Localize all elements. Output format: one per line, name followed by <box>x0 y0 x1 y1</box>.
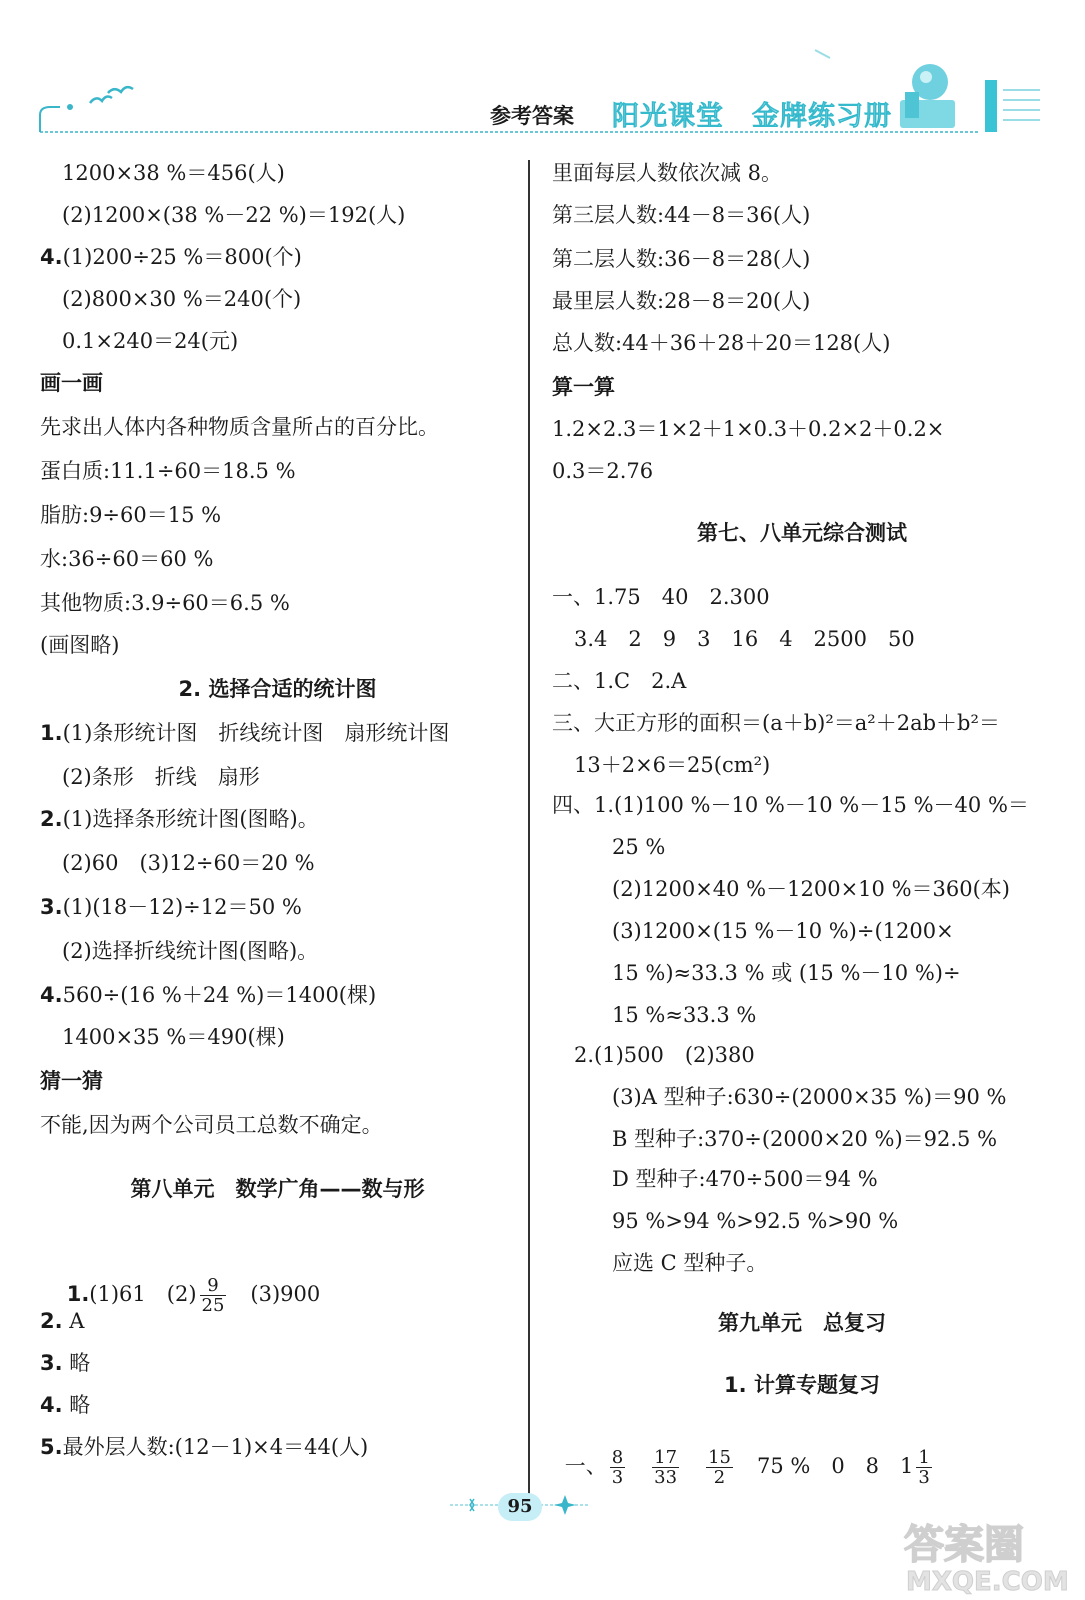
answer-line: (2)1200×(38 %－22 %)＝192(人) <box>62 203 406 227</box>
page-number: 95 <box>498 1493 542 1521</box>
fraction <box>652 1448 679 1487</box>
fraction-numerator: 17 <box>654 1447 678 1468</box>
answer-line: 蛋白质:11.1÷60＝18.5 % <box>40 459 296 483</box>
answer-text: (1)(18－12)÷12＝50 % <box>62 895 302 919</box>
answer-line: (2)800×30 %＝240(个) <box>62 287 302 311</box>
answer-line: 15 %≈33.3 % <box>612 1003 757 1027</box>
item-number: 2. <box>40 1309 63 1333</box>
item-number: 3. <box>40 895 63 919</box>
item-number: 4. <box>40 983 63 1007</box>
birds-icon <box>90 87 133 103</box>
answer-line: 第二层人数:36－8＝28(人) <box>552 247 811 271</box>
header-bar <box>985 80 997 132</box>
fraction-denominator: 3 <box>611 1467 624 1488</box>
fraction <box>200 1276 227 1315</box>
item-number: 1. <box>66 1282 90 1306</box>
answer-text: 略 <box>69 1351 91 1375</box>
answer-text: 560÷(16 %＋24 %)＝1400(棵) <box>62 983 377 1007</box>
answer-line: 1400×35 %＝490(棵) <box>62 1025 285 1049</box>
answer-text: (1)200÷25 %＝800(个) <box>62 245 302 269</box>
header-brand-part2: 金牌练习册 <box>752 101 892 132</box>
answer-line: 二、1.C 2.A <box>552 669 687 693</box>
answer-line: 应选 C 型种子。 <box>612 1251 768 1275</box>
answer-line: 0.3＝2.76 <box>552 459 654 483</box>
fraction-numerator: 15 <box>708 1447 731 1468</box>
item-number: 4. <box>40 245 63 269</box>
answer-text: A <box>69 1309 85 1333</box>
answer-line: (3)A 型种子:630÷(2000×35 %)＝90 % <box>612 1085 1007 1109</box>
fraction <box>706 1448 733 1487</box>
item-number: 4. <box>40 1393 63 1417</box>
answer-line: B 型种子:370÷(2000×20 %)＝92.5 % <box>612 1127 998 1151</box>
answer-text: (1)选择条形统计图(图略)。 <box>62 807 319 831</box>
answer-line: (2)条形 折线 扇形 <box>62 765 260 789</box>
header-brand-part1: 阳光课堂 <box>612 101 724 132</box>
fraction <box>916 1448 931 1487</box>
answer-line: 一、1.75 40 2.300 <box>552 585 770 609</box>
answer-line: (3)1200×(15 %－10 %)÷(1200× <box>612 919 954 943</box>
answer-line: 里面每层人数依次减 8。 <box>552 161 783 185</box>
section-heading: 1. 计算专题复习 <box>724 1373 880 1397</box>
answer-line: 25 % <box>612 835 666 859</box>
fraction-numerator: 1 <box>918 1447 930 1468</box>
answer-line: 95 %>94 %>92.5 %>90 % <box>612 1209 899 1233</box>
item-number: 5. <box>40 1435 63 1459</box>
item-number: 3. <box>40 1351 63 1375</box>
fraction-numerator: 9 <box>200 1276 227 1296</box>
answer-text: 75 % 0 8 1 <box>756 1454 914 1478</box>
subsection-heading: 画一画 <box>40 371 103 395</box>
fraction-denominator: 33 <box>654 1467 678 1488</box>
answer-line: 总人数:44＋36＋28＋20＝128(人) <box>552 331 891 355</box>
answer-line <box>40 1392 90 1418</box>
answer-line <box>40 982 376 1008</box>
header-curl-line <box>40 107 60 115</box>
fraction-denominator: 3 <box>918 1467 930 1488</box>
answer-text: 略 <box>69 1393 91 1417</box>
watermark-logo <box>900 1510 1080 1596</box>
fraction <box>610 1448 625 1487</box>
answer-line: (2)1200×40 %－1200×10 %＝360(本) <box>612 877 1010 901</box>
fraction-denominator: 25 <box>201 1295 225 1316</box>
answer-line <box>40 1350 90 1376</box>
answer-line: D 型种子:470÷500＝94 % <box>612 1167 878 1191</box>
answer-line: (画图略) <box>40 633 120 657</box>
answer-line <box>40 1308 84 1334</box>
answer-text: (1)61 (2) <box>89 1282 197 1306</box>
answer-line: 2.(1)500 (2)380 <box>574 1043 755 1067</box>
answer-text: 最外层人数:(12－1)×4＝44(人) <box>62 1435 369 1459</box>
answer-line: 第三层人数:44－8＝36(人) <box>552 203 811 227</box>
answer-line: 先求出人体内各种物质含量所占的百分比。 <box>40 415 439 439</box>
svg-text:MXQE.COM: MXQE.COM <box>906 1567 1069 1596</box>
answer-line: 0.1×240＝24(元) <box>62 329 239 353</box>
answer-line: 1200×38 %＝456(人) <box>62 161 285 185</box>
answer-line <box>40 720 449 746</box>
answer-line: 3.4 2 9 3 16 4 2500 50 <box>574 627 915 651</box>
subsection-heading: 猜一猜 <box>40 1069 103 1093</box>
item-number: 1. <box>40 721 63 745</box>
subsection-heading: 算一算 <box>552 375 615 399</box>
answer-line: 1.2×2.3＝1×2＋1×0.3＋0.2×2＋0.2× <box>552 417 945 441</box>
answer-text: (3)900 <box>229 1282 321 1306</box>
column-divider <box>528 160 530 1495</box>
fraction-denominator: 2 <box>713 1467 726 1488</box>
answer-line: 脂肪:9÷60＝15 % <box>40 503 222 527</box>
fraction-numerator: 8 <box>611 1447 624 1468</box>
answer-line <box>40 244 302 270</box>
answer-text: (1)条形统计图 折线统计图 扇形统计图 <box>62 721 450 745</box>
section-heading: 第八单元 数学广角——数与形 <box>130 1177 425 1201</box>
answer-line: 水:36÷60＝60 % <box>40 547 214 571</box>
answer-line <box>40 894 302 920</box>
svg-text:答案圈: 答案圈 <box>904 1522 1024 1568</box>
item-number: 2. <box>40 807 63 831</box>
header-label: 参考答案 <box>490 104 574 128</box>
answer-line: 15 %)≈33.3 % 或 (15 %－10 %)÷ <box>612 961 961 985</box>
answer-line: 13＋2×6＝25(cm²) <box>574 753 771 777</box>
answer-line: 其他物质:3.9÷60＝6.5 % <box>40 591 290 615</box>
answer-line <box>40 806 319 832</box>
section-heading: 2. 选择合适的统计图 <box>178 677 377 701</box>
answer-line: 四、1.(1)100 %－10 %－10 %－15 %－40 %＝ <box>552 793 1029 817</box>
answer-line: (2)选择折线统计图(图略)。 <box>62 939 319 963</box>
section-heading: 第七、八单元综合测试 <box>697 521 907 545</box>
answer-line: 三、大正方形的面积＝(a＋b)²＝a²＋2ab＋b²＝ <box>552 711 1000 735</box>
answer-line: 最里层人数:28－8＝20(人) <box>552 289 811 313</box>
answer-line <box>40 1434 368 1460</box>
section-heading: 第九单元 总复习 <box>718 1311 886 1335</box>
page-header <box>0 0 1085 150</box>
answer-line: (2)60 (3)12÷60＝20 % <box>62 851 315 875</box>
answer-line: 不能,因为两个公司员工总数不确定。 <box>40 1113 383 1137</box>
section-number: 一、 <box>564 1454 607 1478</box>
